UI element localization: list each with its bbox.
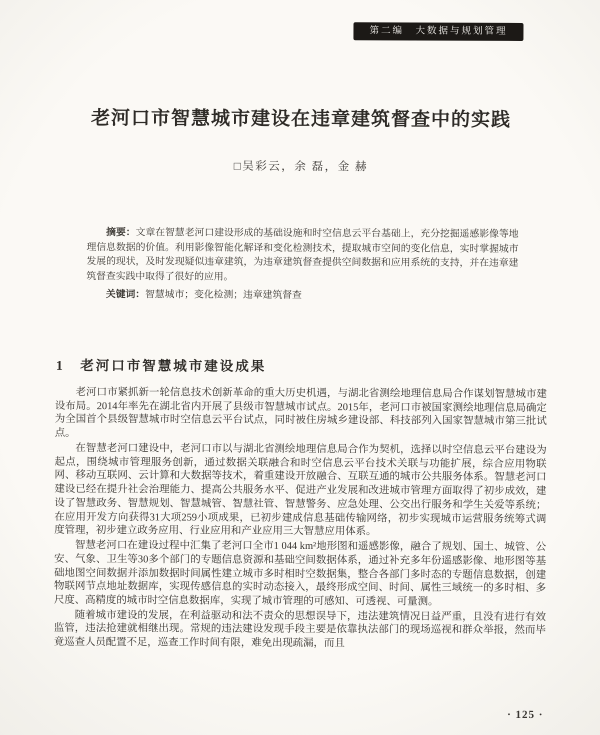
body-paragraph-1: 老河口市紧抓新一轮信息技术创新革命的重大历史机遇，与湖北省测绘地理信息局合作谋划智慧城市建设布局。2014年率先在湖北省内开展了县级市智慧城市试点。2015年，老河口市被国家测绘地理信息局确定为全国首个县级智慧城市时空信息云平台试点，同时被住房城乡建设部、科技部列入国家智慧城市第三批试点。: [54, 387, 547, 440]
body-paragraph-3: 智慧老河口在建设过程中汇集了老河口全市1 044 km²地形图和遥感影像，融合了规划、国土、城管、公安、气象、卫生等30多个部门的专题信息资源和基础空间数据体系，通过补充多年份遥感影像、地形图等基础地图空间数据并添加数据时间属性建立城市多时相时空数据集，整合各部门多时态的专题信息数据，创建物联网节点地址数据库，实现传感信息的实时动态接入，最终形成空间、时间、属性三域统一的多时相、多尺度、高精度的城市时空信息数据库，实现了城市管理的可感知、可透视、可量测。: [53, 540, 547, 608]
article-authors: □吴彩云，余 磊，金 赫: [233, 160, 368, 174]
section-heading: 1 老河口市智慧城市建设成果: [55, 357, 267, 374]
abstract-text: 文章在智慧老河口建设形成的基础设施和时空信息云平台基础上，充分挖掘遥感影像等地理信息数据的价值。利用影像智能化解译和变化检测技术，提取城市空间的变化信息，实时掌握城市发展的现状，及时发现疑似违章建筑，为违章建筑督查提供空间数据和应用系统的支持，并在违章建筑督查实践中取得了很好的应用。: [86, 227, 519, 283]
abstract-block: [86, 226, 518, 304]
body-paragraph-4: 随着城市建设的发展，在利益驱动和法不责众的思想误导下，违法建筑情况日益严重，且没有进行有效监管，违法抢建就相继出现。常规的违法建设发现手段主要是依靠执法部门的现场巡视和群众举报，然而毕竟巡查人员配置不足，巡查工作时间有限，难免出现疏漏，而且: [53, 609, 546, 650]
body-paragraph-2: 在智慧老河口建设中，老河口市以与湖北省测绘地理信息局合作为契机，选择以时空信息云平台建设为起点，围绕城市管理服务创新，通过数据关联融合和时空信息云平台技术关联与功能扩展，综合应用物联网、移动互联网、云计算和大数据等技术，着重建设开放融合、互联互通的城市公共服务体系。智慧老河口建设已经在提升社会治理能力、提高公共服务水平、促进产业发展和改进城市管理方面取得了初步成效，建设了智慧政务、智慧规划、智慧城管、智慧社管、智慧警务、应急处理、公交出行服务和学生关爱等系统；在应用开发方向获得31大项259小项成果，已初步建成信息基础传输网络，初步实现城市运营服务统筹式调度管理，初步建立政务应用、行业应用和产业应用三大智慧应用体系。: [54, 442, 547, 538]
abstract-label: 摘要：: [106, 227, 136, 239]
keywords-line: [86, 288, 518, 305]
running-head-banner: [353, 22, 523, 40]
abstract-paragraph: [86, 226, 518, 287]
running-head-text: 第二编 大数据与规划管理: [369, 25, 508, 37]
article-title: 老河口市智慧城市建设在违章建筑督查中的实践: [91, 108, 512, 131]
keywords-label: 关键词：: [105, 288, 146, 301]
article-body: [54, 386, 547, 653]
keywords-text: 智慧城市；变化检测；违章建筑督查: [145, 289, 302, 301]
page-number: · 125 ·: [507, 708, 544, 722]
